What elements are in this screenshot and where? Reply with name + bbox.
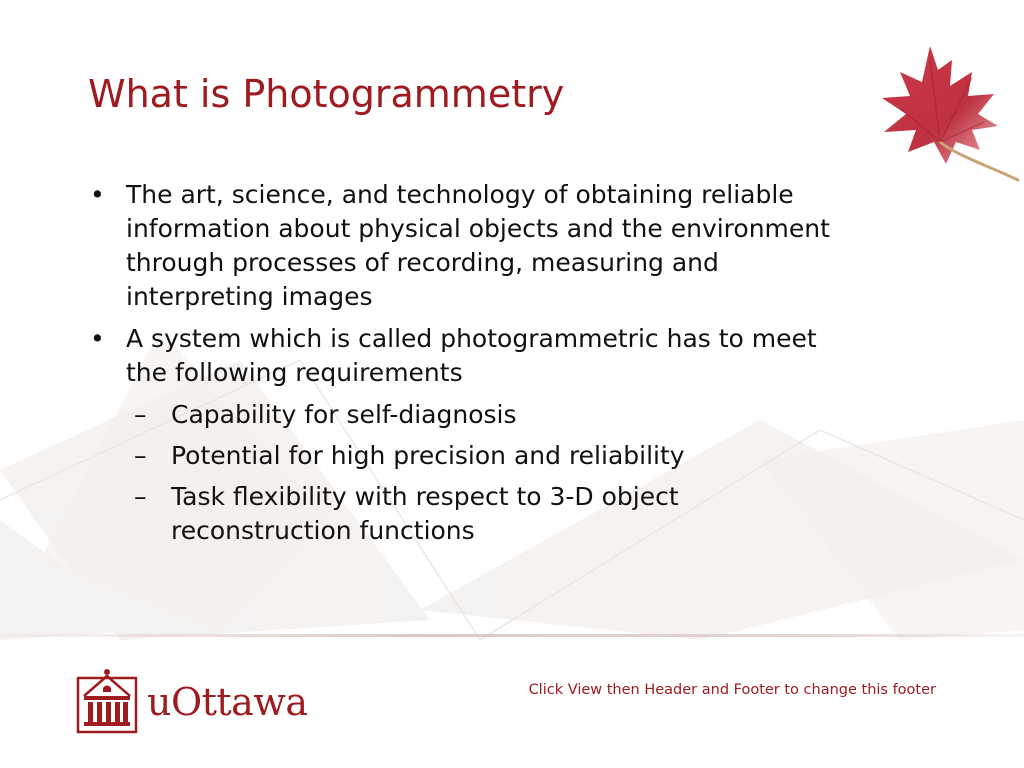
slide-title: What is Photogrammetry [88, 72, 565, 116]
sub-bullet-text: Task flexibility with respect to 3-D object reconstruction functions [171, 482, 679, 545]
bullet-line: A system which is called photogrammetric has to meet [126, 324, 817, 353]
sub-bullet-item [126, 439, 791, 473]
bullet-marker: • [90, 180, 105, 209]
footer-divider [0, 634, 1024, 637]
bullet-item [90, 322, 950, 548]
bullet-line: interpreting images [126, 282, 373, 311]
sub-bullet-list [126, 398, 950, 548]
university-building-icon [76, 666, 138, 734]
bullet-line: information about physical objects and the environment [126, 214, 830, 243]
sub-bullet-marker: – [134, 482, 147, 511]
bullet-line: through processes of recording, measuring and [126, 248, 719, 277]
sub-bullet-text: Capability for self-diagnosis [171, 400, 517, 429]
university-wordmark: uOttawa [147, 680, 308, 724]
sub-bullet-item [126, 480, 791, 548]
bullet-line: The art, science, and technology of obtaining reliable [126, 180, 794, 209]
sub-bullet-item [126, 398, 791, 432]
maple-leaf-icon [860, 38, 1024, 188]
university-logo [76, 666, 326, 738]
bullet-list [90, 178, 950, 556]
bullet-line: the following requirements [126, 358, 463, 387]
sub-bullet-marker: – [134, 400, 147, 429]
sub-bullet-text: Potential for high precision and reliability [171, 441, 685, 470]
bullet-item [90, 178, 950, 314]
bullet-marker: • [90, 324, 105, 353]
footer-text: Click View then Header and Footer to change this footer [528, 682, 936, 698]
sub-bullet-marker: – [134, 441, 147, 470]
